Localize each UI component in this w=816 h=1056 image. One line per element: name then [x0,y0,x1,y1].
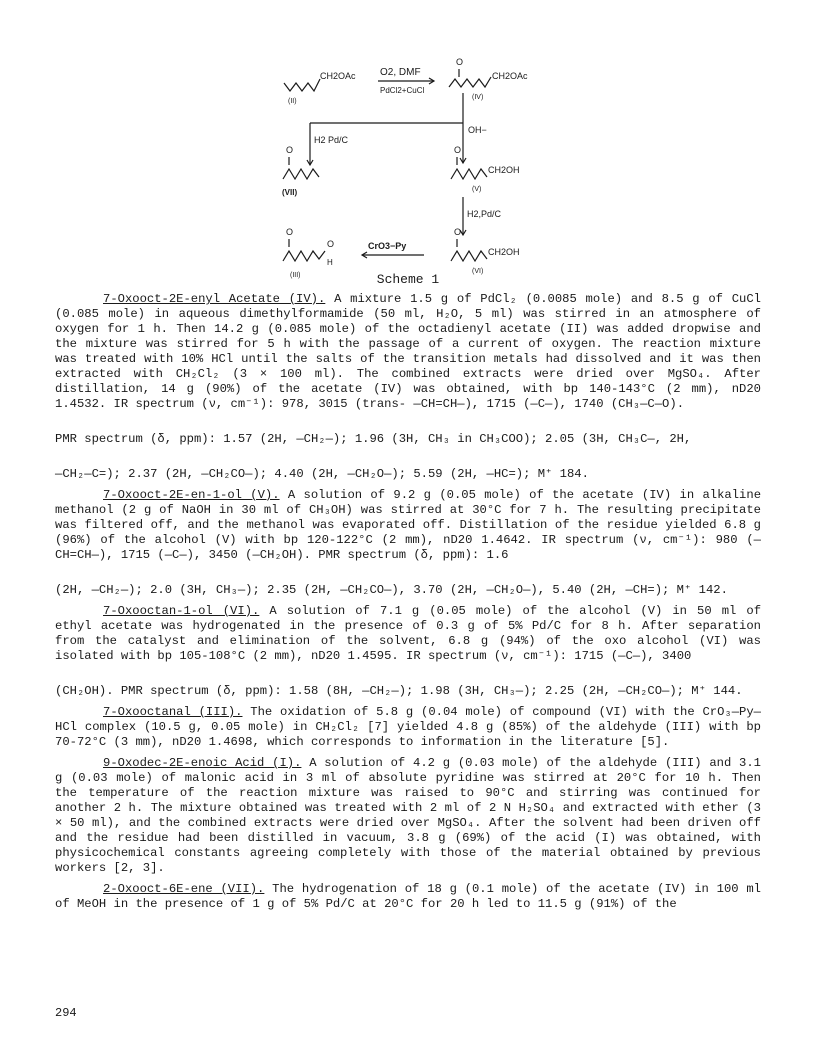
label-compound-vi: (VI) [472,268,484,275]
text-compound-v: A solution of 9.2 g (0.05 mole) of the acetate (IV) in alkaline methanol (2 g of NaOH in 30 ml of CH₃OH) was stirred at 30°C for 7 h. The resulting precipitate was filtered off, and the methanol was evaporated off. Distillation of the residue yielded 6.8 g (96%) of the alcohol (V) with bp 120-122°C (2 mm), nD20 1.4642. IR spectrum (ν, cm⁻¹): 980 (—CH=CH—), 1715 (—C—), 3450 (—CH₂OH). PMR spectrum (δ, ppm): 1.6 [55,488,762,562]
label-ch2oac-iv: CH2OAc [492,71,528,81]
label-o-vi: O [454,227,462,237]
page-number: 294 [55,1006,77,1020]
label-o-iv: O [456,57,464,67]
pmr-compound-iv: PMR spectrum (δ, ppm): 1.57 (2H, —CH₂—); 1.96 (3H, CH₃ in CH₃COO); 2.05 (3H, CH₃C—, 2H, [55,432,692,446]
paragraph-compound-i [55,756,761,876]
label-cro3-py: CrO3−Py [368,241,407,251]
reaction-scheme [250,55,570,295]
compound-vii-chain [283,169,319,179]
article-body [55,292,761,918]
compound-v-chain [451,169,487,179]
label-reagent-top: O2, DMF [380,67,421,78]
compound-iv-chain [449,77,491,87]
paragraph-compound-iv [55,292,761,412]
heading-compound-vi: 7-Oxooctan-1-ol (VI). [103,604,260,618]
scheme-caption: Scheme 1 [376,272,440,287]
label-compound-iii: (III) [290,272,301,279]
text-compound-v-cont: (2H, —CH₂—); 2.0 (3H, CH₃—); 2.35 (2H, —CH₂CO—), 3.70 (2H, —CH₂O—), 5.40 (2H, —CH=); M⁺ 142. [55,583,728,597]
paragraph-compound-iii [55,705,761,750]
paragraph-compound-vii [55,882,761,912]
label-h2-pdc-a: H2 Pd/C [314,135,349,145]
label-reagent-bottom: PdCl2+CuCl [380,86,425,95]
label-compound-iv: (IV) [472,94,484,101]
heading-compound-v: 7-Oxooct-2E-en-1-ol (V). [103,488,280,502]
text-compound-i: A solution of 4.2 g (0.03 mole) of the aldehyde (III) and 3.1 g (0.03 mole) of malonic acid in 3 ml of absolute pyridine was stirred at 20°C for 10 h. Then the temperature of the reaction mixture was raised to 90°C and stirring was continued for another 2 h. The mixture obtained was treated with 2 ml of 2 N H₂SO₄ and extracted with ether (3 × 50 ml), and the combined extracts were dried over MgSO₄. After the solvent had been driven off and the residue had been distilled in vacuum, 3.8 g (69%) of the acid (I) was obtained, with physicochemical constants agreeing completely with those of the material obtained by previous workers [2, 3]. [55,756,761,875]
text-compound-vi: A solution of 7.1 g (0.05 mole) of the alcohol (V) in 50 ml of ethyl acetate was hydrogenated in the presence of 0.3 g of 5% Pd/C for 8 h. After separation from the catalyst and elimination of the solvent, 6.8 g (94%) of the oxo alcohol (VI) was isolated with bp 105-108°C (2 mm), nD20 1.4595. IR spectrum (ν, cm⁻¹): 1715 (—C—), 3400 [55,604,762,663]
label-o-v: O [454,145,462,155]
heading-compound-iii: 7-Oxooctanal (III). [103,705,243,719]
label-ch2oh-vi: CH2OH [488,247,520,257]
label-h2-pdc-b: H2,Pd/C [467,209,502,219]
text-compound-iv: A mixture 1.5 g of PdCl₂ (0.0085 mole) and 8.5 g of CuCl (0.085 mole) in aqueous dimethylformamide (50 ml, H₂O, 5 ml) was stirred in an atmosphere of oxygen for 1 h. Then 14.2 g (0.085 mole) of the octadienyl acetate (II) was added dropwise and the mixture was stirred for 5 h with the passage of a current of oxygen. The reaction mixture was treated with 10% HCl until the salts of the transition metals had dissolved and it was then extracted with CH₂Cl₂ (3 × 100 ml). The combined extracts were dried over MgSO₄. After distillation, 14 g (90%) of the acetate (IV) was obtained, with bp 140-143°C (2 mm), nD20 1.4532. IR spectrum (ν, cm⁻¹): 978, 3015 (trans- —CH=CH—), 1715 (—C—), 1740 (CH₃—C—O). [55,292,761,411]
label-o-aldehyde: O [327,239,335,249]
label-o-iii: O [286,227,294,237]
label-compound-ii: (II) [288,98,297,105]
paragraph-compound-vi [55,604,761,664]
heading-compound-vii: 2-Oxooct-6E-ene (VII). [103,882,265,896]
text-compound-vii: The hydrogenation of 18 g (0.1 mole) of the acetate (IV) in 100 ml of MeOH in the presence of 1 g of 5% Pd/C at 20°C for 20 h led to 11.5 g (91%) of the [55,882,761,911]
paragraph-compound-v [55,488,761,563]
compound-ii-chain [284,79,320,91]
text-compound-vi-cont: (CH₂OH). PMR spectrum (δ, ppm): 1.58 (8H, —CH₂—); 1.98 (3H, CH₃—); 2.25 (2H, —CH₂CO—); M⁺ 144. [55,684,743,698]
label-oh-minus: OH− [468,125,487,135]
label-o-vii: O [286,145,294,155]
label-compound-vii: (VII) [282,188,298,197]
label-ch2oh-v: CH2OH [488,165,520,175]
heading-compound-iv: 7-Oxooct-2E-enyl Acetate (IV). [103,292,326,306]
pmr-compound-iv-cont: —CH₂—C=); 2.37 (2H, —CH₂CO—); 4.40 (2H, —CH₂O—); 5.59 (2H, —HC=); M⁺ 184. [55,467,589,481]
label-h-aldehyde: H [327,258,333,267]
text-compound-iii: The oxidation of 5.8 g (0.04 mole) of compound (VI) with the CrO₃—Py—HCl complex (10.5 g, 0.05 mole) in CH₂Cl₂ [7] yielded 4.8 g (85%) of the aldehyde (III) with bp 70-72°C (3 mm), nD20 1.4698, which corresponds to information in the literature [5]. [55,705,761,749]
compound-vi-chain [451,251,487,261]
label-compound-v: (V) [472,186,482,193]
label-ch2oac-ii: CH2OAc [320,71,356,81]
heading-compound-i: 9-Oxodec-2E-enoic Acid (I). [103,756,302,770]
compound-iii-chain [283,251,325,261]
